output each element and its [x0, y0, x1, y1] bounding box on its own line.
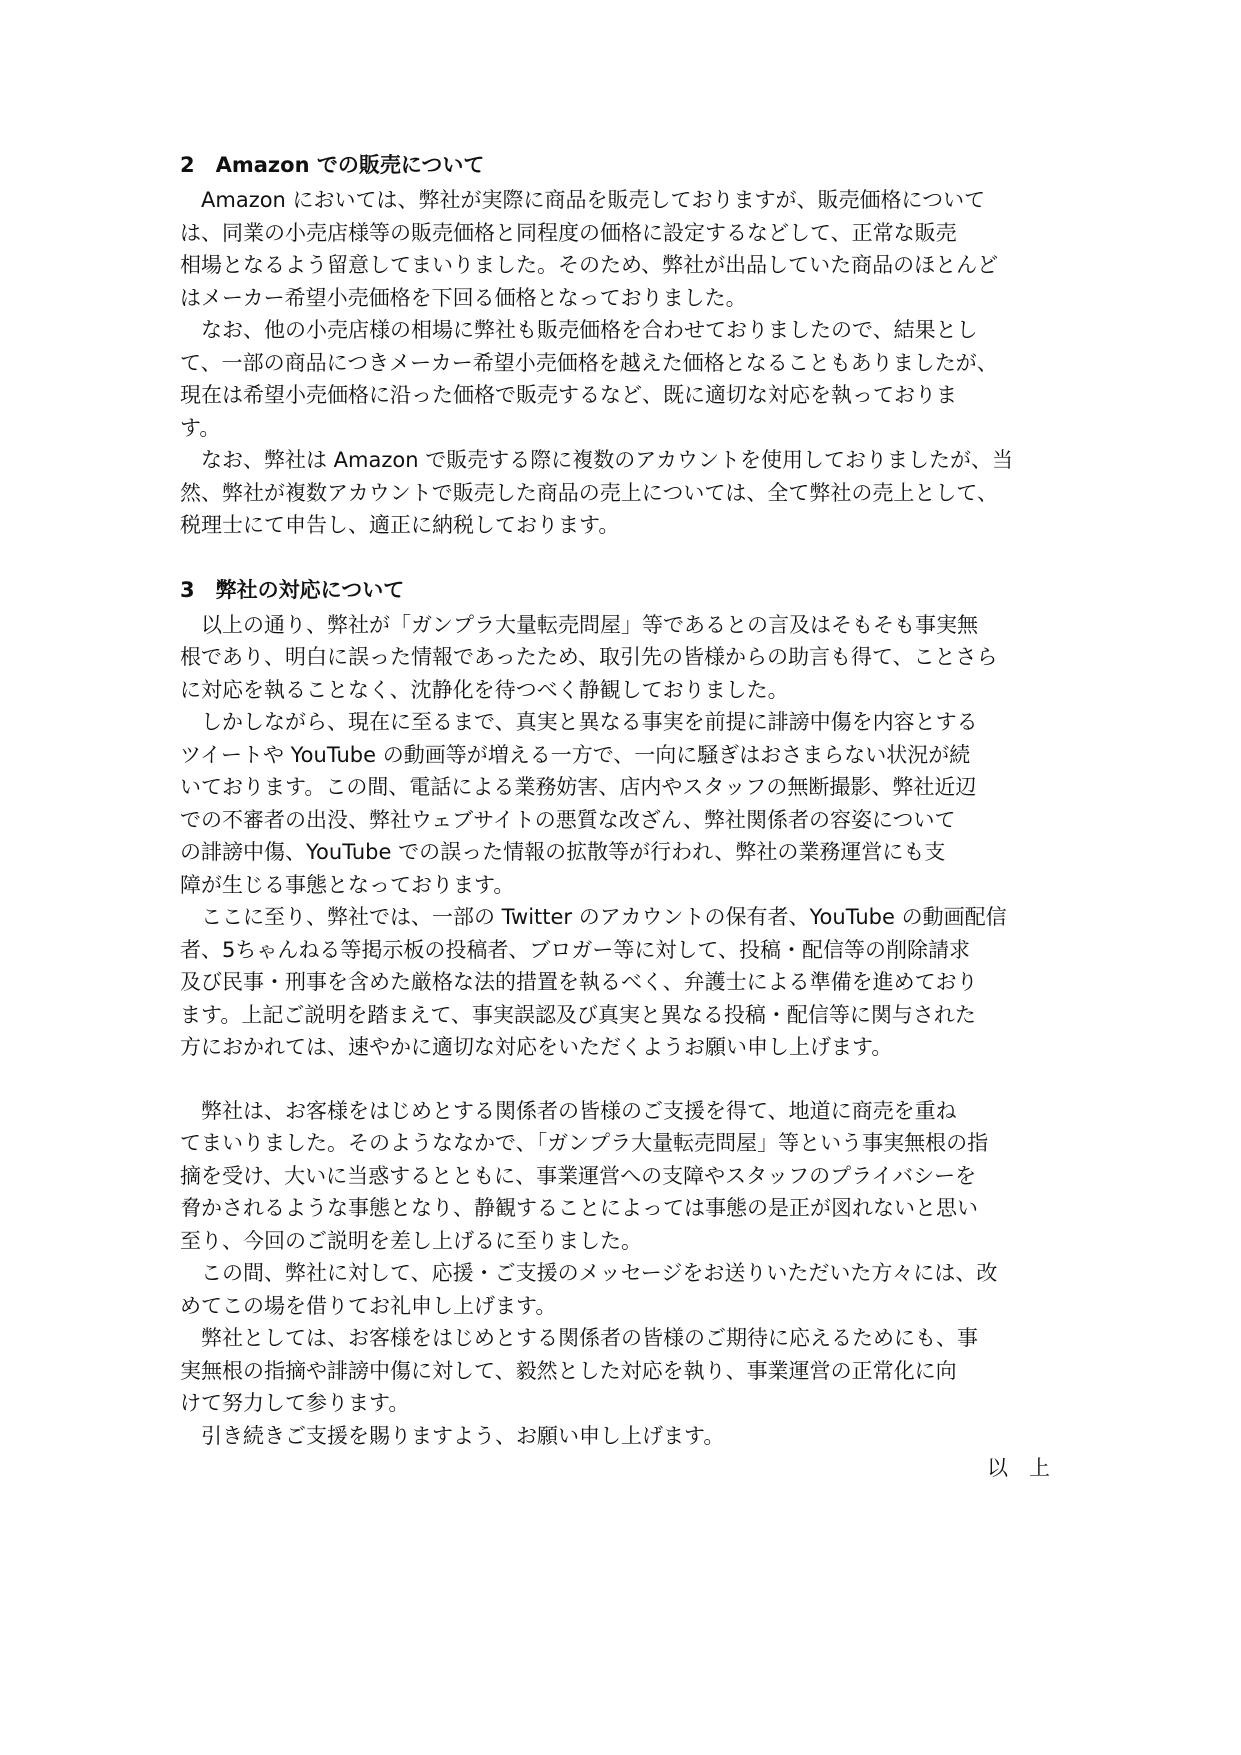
closing-paragraph: 弊社としては、お客様をはじめとする関係者の皆様のご期待に応えるためにも、事 実無根の指摘や誹謗中傷に対して、毅然とした対応を執り、事業運営の正常化に向 けて努力して参ります。 [180, 1326, 978, 1415]
paragraph: なお、弊社は Amazon で販売する際に複数のアカウントを使用しておりましたが、当 然、弊社が複数アカウントで販売した商品の売上については、全て弊社の売上として、 税理士にて申告し、適正に納税しております。 [180, 448, 1014, 537]
section-heading-amazon-sales: 2 Amazon での販売について [180, 153, 485, 177]
paragraph: Amazon においては、弊社が実際に商品を販売しておりますが、販売価格について は、同業の小売店様等の販売価格と同程度の価格に設定するなどして、正常な販売 相場となるよう留意してまいりました。そのため、弊社が出品していた商品のほとんど はメーカー希望小売価格を下回る価格となっておりました。 [180, 188, 999, 310]
paragraph: ここに至り、弊社では、一部の Twitter のアカウントの保有者、YouTube の動画配信 者、5ちゃんねる等掲示板の投稿者、ブロガー等に対して、投稿・配信等の削除請求 及び民事・刑事を含めた厳格な法的措置を執るべく、弁護士による準備を進めており ます。上記ご説明を踏まえて、事実誤認及び真実と異なる投稿・配信等に関与された 方におかれては、速やかに適切な対応をいただくようお願い申し上げます。 [180, 905, 1007, 1059]
end-mark: 以 上 [987, 1456, 1050, 1480]
closing-paragraph: この間、弊社に対して、応援・ご支援のメッセージをお送りいただいた方々には、改 めてこの場を借りてお礼申し上げます。 [180, 1261, 998, 1318]
closing-paragraph: 引き続きご支援を賜りますよう、お願い申し上げます。 [180, 1423, 725, 1448]
paragraph: 以上の通り、弊社が「ガンプラ大量転売問屋」等であるとの言及はそもそも事実無 根であり、明白に誤った情報であったため、取引先の皆様からの助言も得て、ことさら に対応を執ることなく、沈静化を待つべく静観しておりました。 [180, 612, 998, 702]
closing-paragraph: 弊社は、お客様をはじめとする関係者の皆様のご支援を得て、地道に商売を重ね てまいりました。そのようななかで、「ガンプラ大量転売問屋」等という事実無根の指 摘を受け、大いに当惑するとともに、事業運営への支障やスタッフのプライバシーを 脅かされるような事態となり、静観することによっては事態の是正が図れないと思い 至り、今回のご説明を差し上げるに至りました。 [180, 1098, 989, 1253]
document-body [180, 150, 1070, 1485]
section-spacer [180, 542, 1070, 575]
section-heading-company-response: 3 弊社の対応について [180, 577, 405, 602]
paragraph: なお、他の小売店様の相場に弊社も販売価格を合わせておりましたので、結果とし て、一部の商品につきメーカー希望小売価格を越えた価格となることもありましたが、 現在は希望小売価格に沿った価格で販売するなど、既に適切な対応を執っておりま す。 [180, 318, 998, 440]
paragraph: しかしながら、現在に至るまで、真実と異なる事実を前提に誹謗中傷を内容とする ツイートや YouTube の動画等が増える一方で、一向に騒ぎはおさまらない状況が続 いております。この間、電話による業務妨害、店内やスタッフの無断撮影、弊社近辺 での不審者の出没、弊社ウェブサイトの悪質な改ざん、弊社関係者の容姿について の誹謗中傷、YouTube での誤った情報の拡散等が行われ、弊社の業務運営にも支 障が生じる事態となっております。 [180, 710, 978, 897]
section-spacer [180, 1064, 1070, 1095]
